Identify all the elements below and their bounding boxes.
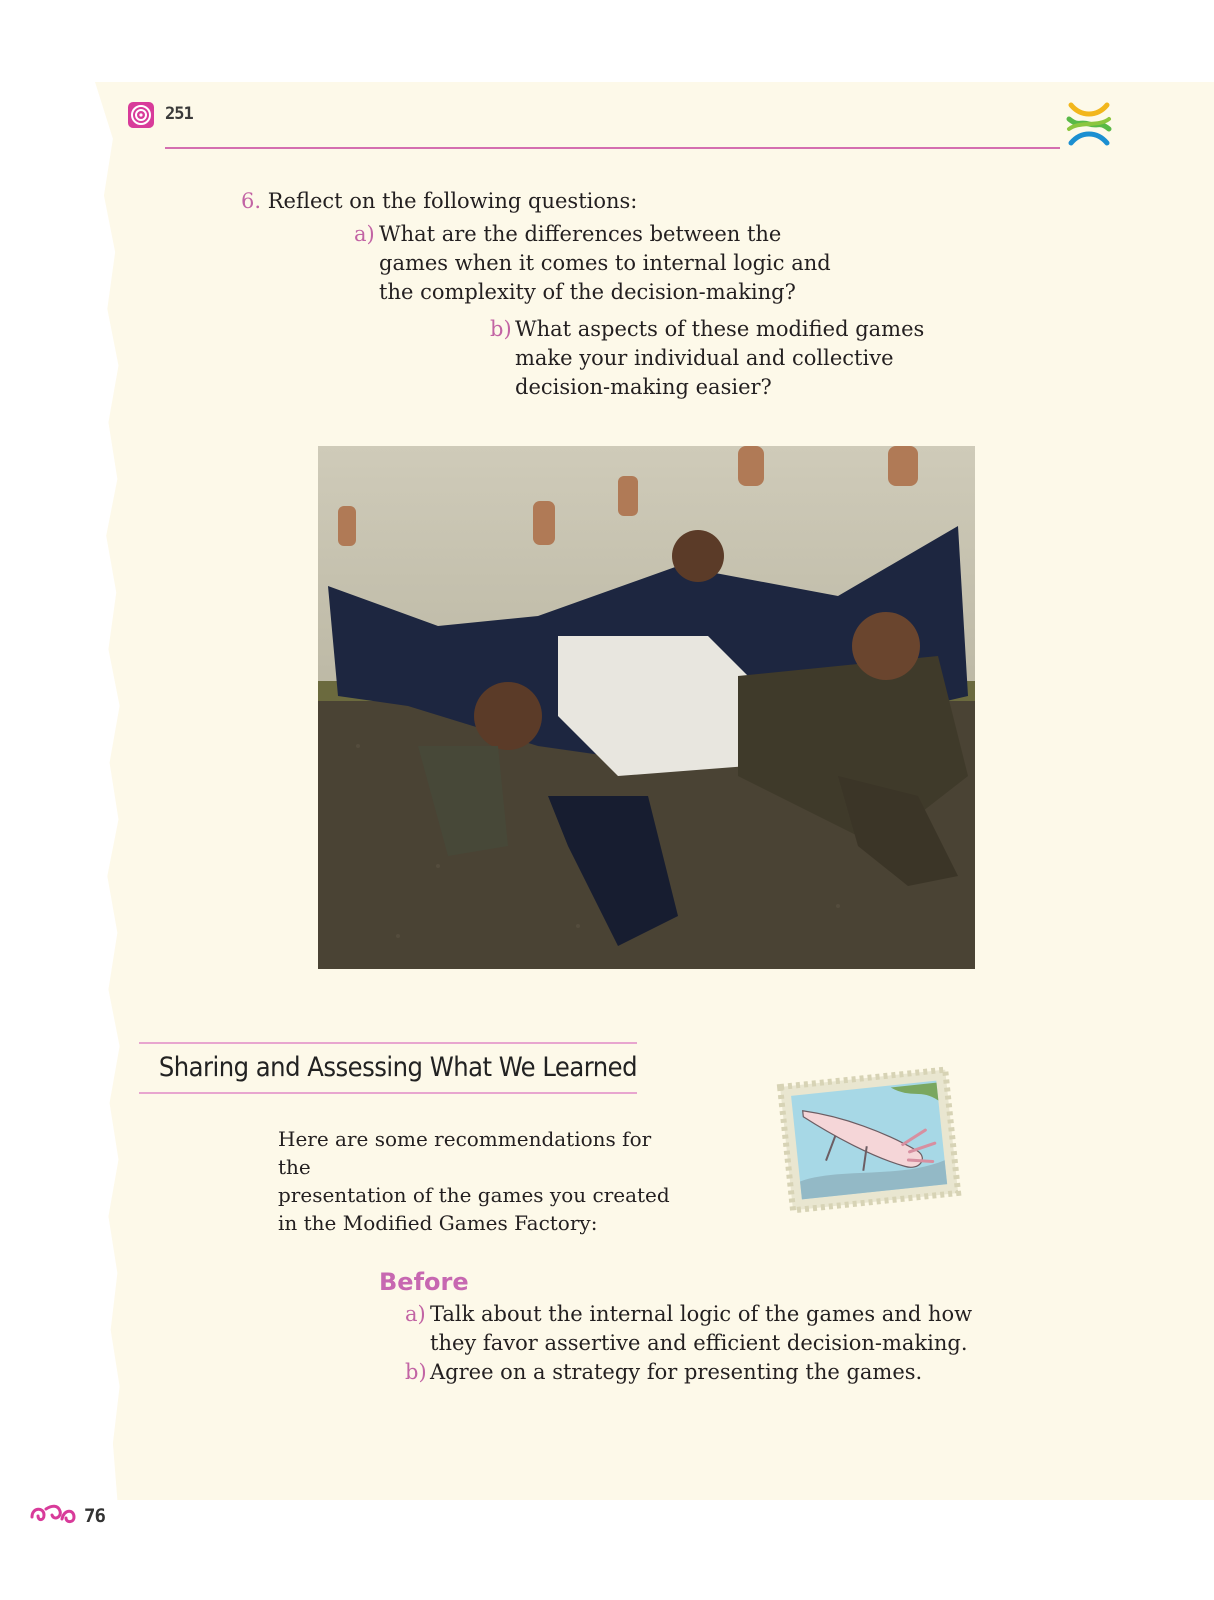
intro-line: Here are some recommendations for the <box>278 1127 652 1179</box>
before-item-a <box>405 1300 972 1358</box>
before-item-b-label: b) <box>405 1360 427 1384</box>
question-6b-line: make your individual and collective <box>515 346 894 370</box>
program-logo-icon <box>1063 99 1115 153</box>
header-page-number: 251 <box>165 104 193 124</box>
section-intro <box>278 1125 678 1237</box>
axolotl-stamp-illustration <box>776 1064 962 1218</box>
question-text: Reflect on the following questions: <box>267 189 638 213</box>
intro-line: presentation of the games you created <box>278 1183 670 1207</box>
question-6a <box>354 220 831 307</box>
intro-line: in the Modified Games Factory: <box>278 1211 598 1235</box>
question-6b-line: What aspects of these modified games <box>515 317 925 341</box>
header-rule <box>165 147 1060 149</box>
section-header <box>139 1042 637 1094</box>
section-title: Sharing and Assessing What We Learned <box>158 1052 637 1083</box>
question-6a-line: the complexity of the decision-making? <box>379 280 796 304</box>
question-6b-label: b) <box>490 317 512 341</box>
question-6b <box>490 315 924 402</box>
spiral-ornament-icon <box>127 101 155 133</box>
question-6a-line: games when it comes to internal logic and <box>379 251 831 275</box>
before-item-a-label: a) <box>405 1302 426 1326</box>
before-item-b-line: Agree on a strategy for presenting the games. <box>430 1360 923 1384</box>
question-6b-line: decision-making easier? <box>515 375 772 399</box>
question-6a-label: a) <box>354 222 375 246</box>
before-list <box>405 1300 972 1387</box>
footer-page-number: 76 <box>84 1505 105 1527</box>
before-item-b <box>405 1358 972 1387</box>
before-heading: Before <box>379 1268 469 1296</box>
before-item-a-line: Talk about the internal logic of the games and how <box>430 1302 973 1326</box>
photo-group-game <box>318 446 975 969</box>
question-6 <box>241 187 637 216</box>
footer-ornament-icon <box>30 1503 76 1531</box>
question-number: 6. <box>241 189 262 213</box>
before-item-a-line: they favor assertive and efficient decision-making. <box>430 1331 968 1355</box>
question-6a-line: What are the differences between the <box>379 222 782 246</box>
